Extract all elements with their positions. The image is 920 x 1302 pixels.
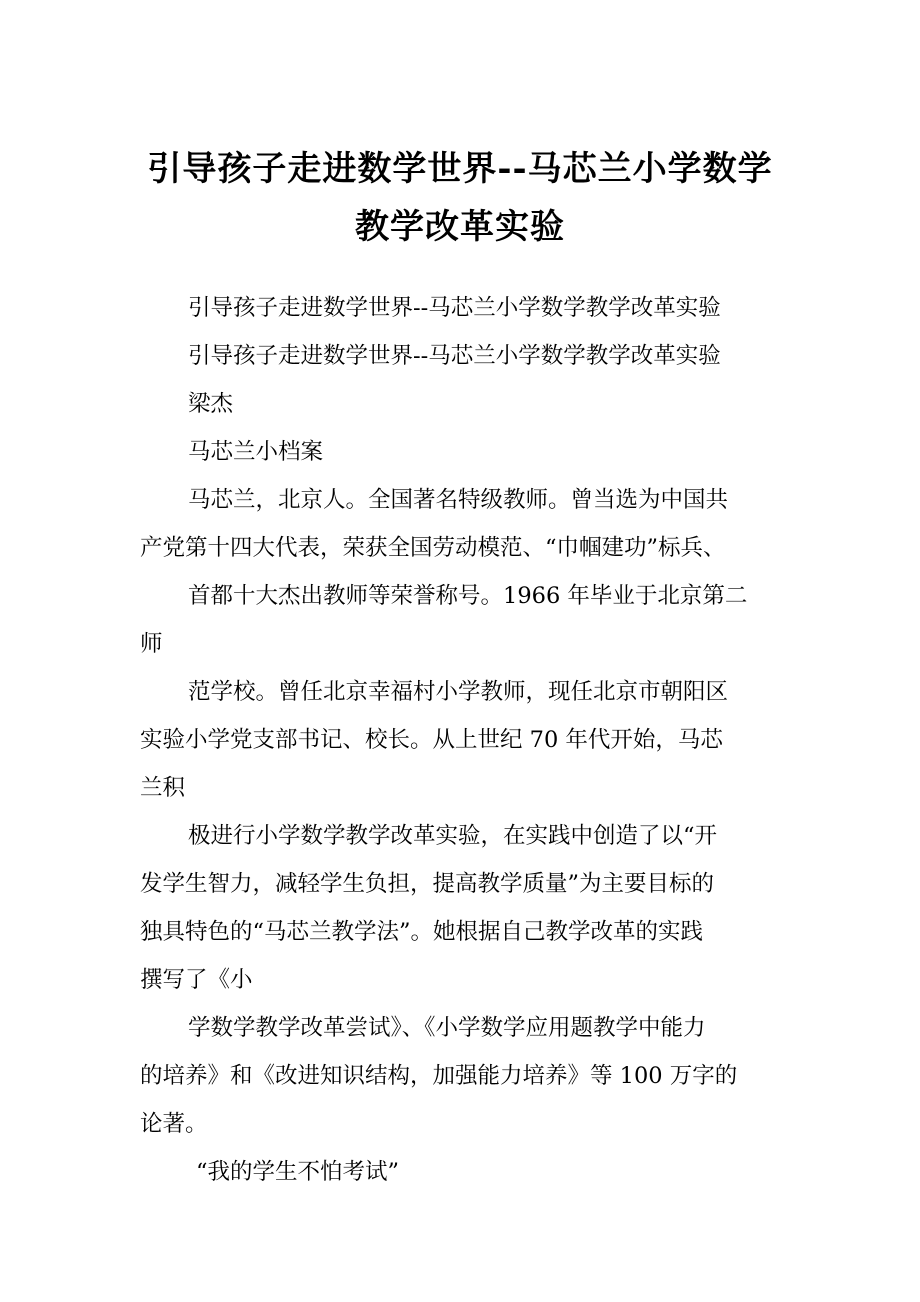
- section-heading: “我的学生不怕考试”: [196, 1159, 400, 1185]
- author-line: 梁杰: [188, 391, 234, 417]
- body-line: 的培养》和《改进知识结构，加强能力培养》等 100 万字的: [140, 1063, 738, 1089]
- title-line-2: 教学改革实验: [355, 207, 565, 247]
- body-line: 范学校。曾任北京幸福村小学教师，现任北京市朝阳区: [188, 679, 729, 705]
- title-line-1: 引导孩子走进数学世界--马芯兰小学数学: [147, 149, 773, 189]
- body-line: 独具特色的“马芯兰教学法”。她根据自己教学改革的实践: [140, 919, 704, 945]
- document-body: [140, 284, 780, 1196]
- body-line: 马芯兰，北京人。全国著名特级教师。曾当选为中国共: [188, 487, 729, 513]
- document-title: [140, 140, 780, 256]
- body-line: 极进行小学数学教学改革实验，在实践中创造了以“开: [188, 823, 718, 849]
- body-line: 产党第十四大代表，荣获全国劳动模范、“巾帼建功”标兵、: [140, 535, 726, 561]
- body-line: 撰写了《小: [140, 967, 253, 993]
- body-line: 兰积: [140, 775, 186, 801]
- body-line: 首都十大杰出教师等荣誉称号。1966 年毕业于北京第二: [188, 583, 748, 609]
- body-line: 师: [140, 631, 163, 657]
- body-line: 发学生智力，减轻学生负担，提高教学质量”为主要目标的: [140, 871, 715, 897]
- body-line: 引导孩子走进数学世界--马芯兰小学数学教学改革实验: [188, 295, 721, 321]
- body-line: 论著。: [140, 1111, 208, 1137]
- section-heading: 马芯兰小档案: [188, 439, 324, 465]
- body-line: 实验小学党支部书记、校长。从上世纪 70 年代开始，马芯: [140, 727, 723, 753]
- body-line: 引导孩子走进数学世界--马芯兰小学数学教学改革实验: [188, 343, 721, 369]
- body-line: 学数学教学改革尝试》、《小学数学应用题教学中能力: [188, 1015, 706, 1041]
